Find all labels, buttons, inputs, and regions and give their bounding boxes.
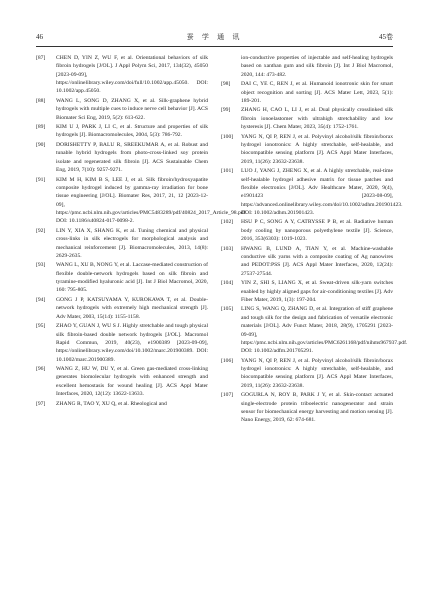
reference-entry <box>221 80 393 105</box>
reference-entry <box>36 227 208 260</box>
reference-text: KIM M H, KIM B S, LEE J, et al. Silk fibroin/hydroxyapatite composite hydrogel induced by gamma-ray irradiation for bone tissue engineering [J/OL]. Biomater Res, 2017, 21, 12 [2023-12-09], https://pmc.ncbi.nlm.nih.gov/articles/PMC5483289/pdf/40824_2017_Article_98.pdf. DOI: 10.1186/s40824-017-0098-2. <box>56 176 247 225</box>
reference-text: ZHANG R, TAO Y, XU Q, et al. Rheological and <box>56 400 167 407</box>
reference-number: [88] <box>36 97 46 104</box>
reference-text: YANG N, QI P, REN J, et al. Polyvinyl alcohol/silk fibroin/borax hydrogel ionotronics: A highly stretchable, self-healable, and biocompatible sensing platform [J]. ACS Appl Mater Interfaces, 2019, 11(26): 23632-23638. <box>241 357 393 389</box>
reference-number: [99] <box>221 107 231 114</box>
reference-entry <box>36 322 208 364</box>
reference-number: [105] <box>221 306 234 313</box>
reference-number: [89] <box>36 124 46 131</box>
reference-text: GOGURLA N, ROY B, PARK J Y, et al. Skin-contact actuated single-electrode protein triboelectric nanogenerator and strain sensor for biomechanical energy harvesting and motion sensing [J]. Nano Energy, 2019, 62: 674-681. <box>241 392 393 424</box>
reference-text: LING S, WANG Q, ZHANG D, et al. Integration of stiff graphene and tough silk for the design and fabrication of versatile electronic materials [J/OL]. Adv Funct Mater, 2018, 28(9), 1705291 [2023-09-09], https://pmc.ncbi.nlm.nih.gov/articles/PMC6261168/pdf/nihms967937.pdf. DOI: 10.1002/adfm.201705291. <box>241 306 408 355</box>
reference-text: YIN Z, SHI S, LIANG X, et al. Sweat-driven silk-yarn switches enabled by highly aligned gaps for air-conditioning textiles [J]. Adv Fiber Mater, 2019, 1(3): 197-204. <box>241 280 393 303</box>
reference-text: HSU P C, SONG A Y, CATRYSSE P B, et al. Radiative human body cooling by nanoporous polyethylene textile [J]. Science, 2016, 353(6303): 1019-1023. <box>241 219 393 243</box>
reference-number: [103] <box>221 245 234 252</box>
reference-number: [106] <box>221 357 234 364</box>
header-rule <box>36 46 393 47</box>
reference-entry <box>221 245 393 278</box>
reference-entry <box>221 133 393 166</box>
reference-entry <box>221 391 393 424</box>
reference-number: [92] <box>36 227 46 234</box>
reference-number: [95] <box>36 323 46 330</box>
reference-entry <box>36 141 208 174</box>
reference-text: ZHANG H, CAO L, LI J, et al. Dual physically crosslinked silk fibroin ionoelastomer with ultrahigh stretchability and low hysteresis [J]. Chem Mater, 2023, 35(4): 1752-1761. <box>241 107 393 131</box>
page-header <box>36 32 393 44</box>
volume-label: 45卷 <box>379 33 393 41</box>
reference-text: LIN Y, XIA X, SHANG K, et al. Tuning chemical and physical cross-links in silk electrogels for morphological analysis and mechanical reinforcement [J]. Biomacromolecules, 2013, 14(8): 2629-2635. <box>56 227 208 259</box>
reference-number: [91] <box>36 176 46 183</box>
reference-entry <box>36 365 208 398</box>
reference-entry <box>36 123 208 140</box>
reference-entry <box>36 261 208 294</box>
reference-text: KIM U J, PARK J, LI C, et al. Structure and properties of silk hydrogels [J]. Biomacromolecules, 2004, 5(3): 786-792. <box>56 124 208 139</box>
reference-entry <box>221 167 403 217</box>
reference-text: ZHAO Y, GUAN J, WU S J. Highly stretchable and tough physical silk fibroin-based double network hydrogels [J/OL]. Macromol Rapid Commun, 2019, 40(23), e1900389 [2023-09-09], https://onlinelibrary.wiley.com/doi/10.1002/marc.201900389. DOI: 10.1002/marc.201900389. <box>56 323 208 363</box>
reference-text: YANG N, QI P, REN J, et al. Polyvinyl alcohol/silk fibroin/borax hydrogel ionotronics: A highly stretchable, self-healable, and biocompatible sensing platform [J]. ACS Appl Mater Interfaces, 2019, 11(26): 23632-23638. <box>241 133 393 165</box>
reference-entry <box>36 296 208 321</box>
reference-text: WANG L, XU B, NONG Y, et al. Laccase-mediated construction of flexible double-network hydrogels based on silk fibroin and tyramine-modified hyaluronic acid [J]. Int J Biol Macromol, 2020, 160: 795-805. <box>56 262 208 294</box>
reference-text: ion-conductive properties of injectable and self-healing hydrogels based on xanthan gum and silk fibroin [J]. Int J Biol Macromol, 2020, 144: 473-482. <box>241 55 393 78</box>
reference-number: [102] <box>221 219 234 226</box>
reference-number: [104] <box>221 280 234 287</box>
reference-entry <box>221 279 393 304</box>
reference-number: [97] <box>36 400 46 407</box>
reference-number: [100] <box>221 133 234 140</box>
reference-entry <box>221 305 408 355</box>
reference-number: [94] <box>36 296 46 303</box>
reference-entry <box>221 218 393 243</box>
reference-text: LUO J, YANG J, ZHENG X, et al. A highly stretchable, real-time self-healable hydrogel adhesive matrix for tissue patches and flexible electronics [J/OL]. Adv Healthcare Mater, 2020, 9(4), e1901423 [2023-08-09], https://advanced.onlinelibrary.wiley.com/doi/10.1002/adhm.201901423. DOI: 10.1002/adhm.201901423. <box>241 168 403 216</box>
reference-entry <box>36 400 208 408</box>
reference-number: [90] <box>36 142 46 148</box>
reference-number: [101] <box>221 168 234 175</box>
reference-text: DAI C, YE C, REN J, et al. Humanoid ionotronic skin for smart object recognition and sorting [J]. ACS Mater Lett, 2023, 5(1): 189-201. <box>241 81 393 104</box>
references-right-column <box>221 54 408 426</box>
reference-entry <box>36 54 208 96</box>
reference-text: WANG L, SONG D, ZHANG X, et al. Silk-graphene hybrid hydrogels with multiple cues to induce nerve cell behavior [J]. ACS Biomater Sci Eng, 2019, 5(2): 613-622. <box>56 97 208 121</box>
journal-title: 蚕 学 通 讯 <box>186 33 243 41</box>
page-number: 46 <box>36 33 43 41</box>
reference-number: [96] <box>36 366 46 373</box>
reference-entry <box>221 106 393 131</box>
reference-text: GONG J P, KATSUYAMA Y, KUROKAWA T, et al. Double-network hydrogels with extremely high mechanical strength [J]. Adv Mater, 2003, 15(14): 1155-1158. <box>56 296 208 320</box>
reference-entry <box>36 97 208 122</box>
reference-text: WANG Z, HU W, DU Y, et al. Green gas-mediated cross-linking generates biomolecular hydrogels with enhanced strength and excellent hemostasis for wound healing [J]. ACS Appl Mater Interfaces, 2020, 12(12): 13622-13633. <box>56 366 208 398</box>
reference-number: [87] <box>36 55 46 61</box>
reference-text: DORISHETTY P, BALU R, SREEKUMAR A, et al. Robust and tunable hybrid hydrogels from photo-cross-linked soy protein isolate and regenerated silk fibroin [J]. ACS Sustainable Chem Eng, 2019, 7(10): 9257-9271. <box>56 142 208 174</box>
reference-entry <box>221 357 393 390</box>
reference-entry <box>221 54 393 79</box>
reference-text: CHEN D, YIN Z, WU F, et al. Orientational behaviors of silk fibroin hydrogels [J/OL]. J Appl Polym Sci, 2017, 134(32), 45050 [2023-09-09], https://onlinelibrary.wiley.com/doi/full/10.1002/app.45050. DOI: 10.1002/app.45050. <box>56 55 208 95</box>
reference-number: [98] <box>221 81 231 88</box>
reference-number: [107] <box>221 392 234 399</box>
reference-text: HWANG B, LUND A, TIAN Y, et al. Machine-washable conductive silk yarns with a composite coating of Ag nanowires and PEDOT:PSS [J]. ACS Appl Mater Interfaces, 2020, 12(24): 27537-27544. <box>241 245 393 277</box>
reference-number: [93] <box>36 262 46 269</box>
